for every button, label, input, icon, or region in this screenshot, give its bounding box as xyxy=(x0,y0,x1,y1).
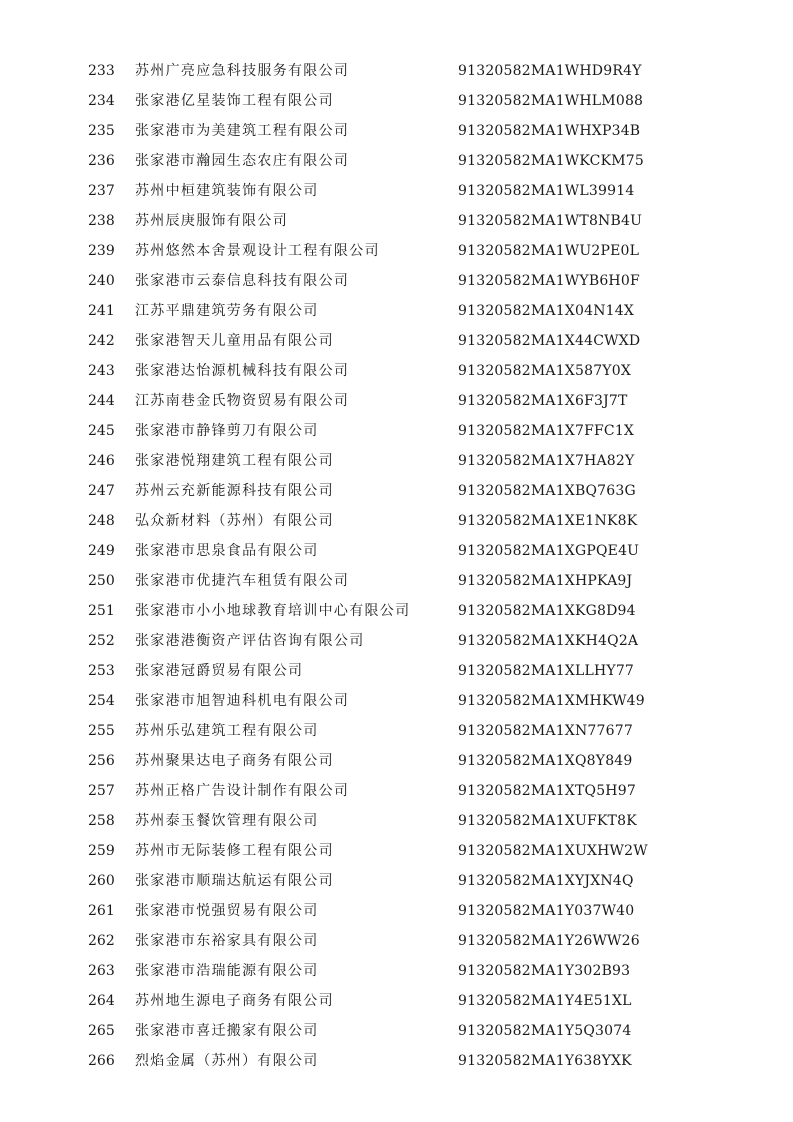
company-name: 张家港市旭智迪科机电有限公司 xyxy=(135,693,350,709)
row-number: 245 xyxy=(88,423,115,439)
company-name: 苏州地生源电子商务有限公司 xyxy=(135,993,334,1009)
list-item xyxy=(0,626,793,656)
list-item xyxy=(0,896,793,926)
row-number: 266 xyxy=(88,1053,115,1069)
credit-code: 91320582MA1XBQ763G xyxy=(458,483,636,499)
row-number: 254 xyxy=(88,693,115,709)
credit-code: 91320582MA1XTQ5H97 xyxy=(458,783,636,799)
list-item xyxy=(0,176,793,206)
list-item xyxy=(0,476,793,506)
row-number: 253 xyxy=(88,663,115,679)
company-name: 张家港市思泉食品有限公司 xyxy=(135,543,319,559)
list-item xyxy=(0,566,793,596)
company-name: 弘众新材料（苏州）有限公司 xyxy=(135,513,334,529)
company-name: 苏州泰玉餐饮管理有限公司 xyxy=(135,813,319,829)
credit-code: 91320582MA1X587Y0X xyxy=(458,363,632,379)
company-name: 张家港市小小地球教育培训中心有限公司 xyxy=(135,603,411,619)
credit-code: 91320582MA1XKG8D94 xyxy=(458,603,636,619)
row-number: 265 xyxy=(88,1023,115,1039)
list-item xyxy=(0,116,793,146)
row-number: 248 xyxy=(88,513,115,529)
row-number: 241 xyxy=(88,303,115,319)
list-item xyxy=(0,326,793,356)
credit-code: 91320582MA1XQ8Y849 xyxy=(458,753,633,769)
company-name: 江苏南巷金氏物资贸易有限公司 xyxy=(135,393,350,409)
row-number: 240 xyxy=(88,273,115,289)
company-name: 苏州辰庚服饰有限公司 xyxy=(135,213,288,229)
list-item xyxy=(0,146,793,176)
list-item xyxy=(0,266,793,296)
row-number: 235 xyxy=(88,123,115,139)
list-item xyxy=(0,866,793,896)
credit-code: 91320582MA1Y638YXK xyxy=(458,1053,632,1069)
list-item xyxy=(0,506,793,536)
row-number: 244 xyxy=(88,393,115,409)
list-item xyxy=(0,86,793,116)
credit-code: 91320582MA1WHXP34B xyxy=(458,123,641,139)
credit-code: 91320582MA1Y037W40 xyxy=(458,903,635,919)
credit-code: 91320582MA1Y4E51XL xyxy=(458,993,632,1009)
row-number: 255 xyxy=(88,723,115,739)
row-number: 260 xyxy=(88,873,115,889)
list-item xyxy=(0,536,793,566)
company-list xyxy=(0,56,793,1076)
company-name: 苏州中桓建筑装饰有限公司 xyxy=(135,183,319,199)
company-name: 烈焰金属（苏州）有限公司 xyxy=(135,1053,319,1069)
row-number: 239 xyxy=(88,243,115,259)
list-item xyxy=(0,746,793,776)
company-name: 张家港市顺瑞达航运有限公司 xyxy=(135,873,334,889)
row-number: 249 xyxy=(88,543,115,559)
company-name: 张家港亿星装饰工程有限公司 xyxy=(135,93,334,109)
list-item xyxy=(0,986,793,1016)
list-item xyxy=(0,656,793,686)
company-name: 张家港达怡源机械科技有限公司 xyxy=(135,363,350,379)
list-item xyxy=(0,776,793,806)
row-number: 257 xyxy=(88,783,115,799)
list-item xyxy=(0,1046,793,1076)
row-number: 246 xyxy=(88,453,115,469)
company-name: 张家港市东裕家具有限公司 xyxy=(135,933,319,949)
row-number: 264 xyxy=(88,993,115,1009)
company-name: 张家港市云泰信息科技有限公司 xyxy=(135,273,350,289)
credit-code: 91320582MA1WKCKM75 xyxy=(458,153,645,169)
row-number: 242 xyxy=(88,333,115,349)
row-number: 238 xyxy=(88,213,115,229)
list-item xyxy=(0,206,793,236)
list-item xyxy=(0,56,793,86)
credit-code: 91320582MA1WU2PE0L xyxy=(458,243,640,259)
credit-code: 91320582MA1WL39914 xyxy=(458,183,635,199)
credit-code: 91320582MA1Y302B93 xyxy=(458,963,631,979)
credit-code: 91320582MA1WHLM088 xyxy=(458,93,644,109)
company-name: 苏州聚果达电子商务有限公司 xyxy=(135,753,334,769)
credit-code: 91320582MA1WYB6H0F xyxy=(458,273,640,289)
company-name: 张家港市浩瑞能源有限公司 xyxy=(135,963,319,979)
row-number: 237 xyxy=(88,183,115,199)
company-name: 张家港智天儿童用品有限公司 xyxy=(135,333,334,349)
row-number: 247 xyxy=(88,483,115,499)
credit-code: 91320582MA1Y5Q3074 xyxy=(458,1023,632,1039)
company-name: 张家港悦翔建筑工程有限公司 xyxy=(135,453,334,469)
list-item xyxy=(0,446,793,476)
credit-code: 91320582MA1XLLHY77 xyxy=(458,663,635,679)
company-name: 江苏平鼎建筑劳务有限公司 xyxy=(135,303,319,319)
row-number: 236 xyxy=(88,153,115,169)
list-item xyxy=(0,956,793,986)
credit-code: 91320582MA1XE1NK8K xyxy=(458,513,638,529)
list-item xyxy=(0,836,793,866)
row-number: 262 xyxy=(88,933,115,949)
credit-code: 91320582MA1XUFKT8K xyxy=(458,813,637,829)
credit-code: 91320582MA1X04N14X xyxy=(458,303,635,319)
list-item xyxy=(0,416,793,446)
company-name: 张家港市喜迁搬家有限公司 xyxy=(135,1023,319,1039)
row-number: 258 xyxy=(88,813,115,829)
credit-code: 91320582MA1WT8NB4U xyxy=(458,213,643,229)
company-name: 张家港港衡资产评估咨询有限公司 xyxy=(135,633,365,649)
company-name: 苏州市无际装修工程有限公司 xyxy=(135,843,334,859)
company-name: 张家港市静锋剪刀有限公司 xyxy=(135,423,319,439)
row-number: 263 xyxy=(88,963,115,979)
list-item xyxy=(0,596,793,626)
list-item xyxy=(0,296,793,326)
credit-code: 91320582MA1XKH4Q2A xyxy=(458,633,639,649)
list-item xyxy=(0,926,793,956)
credit-code: 91320582MA1XHPKA9J xyxy=(458,573,633,589)
credit-code: 91320582MA1XUXHW2W xyxy=(458,843,648,859)
credit-code: 91320582MA1X7FFC1X xyxy=(458,423,635,439)
list-item xyxy=(0,1016,793,1046)
list-item xyxy=(0,806,793,836)
credit-code: 91320582MA1X6F3J7T xyxy=(458,393,628,409)
credit-code: 91320582MA1WHD9R4Y xyxy=(458,63,642,79)
credit-code: 91320582MA1X7HA82Y xyxy=(458,453,635,469)
row-number: 234 xyxy=(88,93,115,109)
company-name: 张家港市悦强贸易有限公司 xyxy=(135,903,319,919)
credit-code: 91320582MA1XYJXN4Q xyxy=(458,873,634,889)
list-item xyxy=(0,236,793,266)
credit-code: 91320582MA1X44CWXD xyxy=(458,333,641,349)
list-item xyxy=(0,356,793,386)
company-name: 苏州云充新能源科技有限公司 xyxy=(135,483,334,499)
row-number: 252 xyxy=(88,633,115,649)
company-name: 苏州悠然本舍景观设计工程有限公司 xyxy=(135,243,380,259)
row-number: 251 xyxy=(88,603,115,619)
row-number: 259 xyxy=(88,843,115,859)
company-name: 张家港市瀚园生态农庄有限公司 xyxy=(135,153,350,169)
list-item xyxy=(0,386,793,416)
credit-code: 91320582MA1Y26WW26 xyxy=(458,933,640,949)
company-name: 张家港市优捷汽车租赁有限公司 xyxy=(135,573,350,589)
company-name: 苏州广亮应急科技服务有限公司 xyxy=(135,63,350,79)
company-name: 张家港冠爵贸易有限公司 xyxy=(135,663,304,679)
credit-code: 91320582MA1XMHKW49 xyxy=(458,693,645,709)
row-number: 256 xyxy=(88,753,115,769)
company-name: 苏州正格广告设计制作有限公司 xyxy=(135,783,350,799)
list-item xyxy=(0,716,793,746)
credit-code: 91320582MA1XGPQE4U xyxy=(458,543,640,559)
row-number: 261 xyxy=(88,903,115,919)
company-name: 张家港市为美建筑工程有限公司 xyxy=(135,123,350,139)
row-number: 243 xyxy=(88,363,115,379)
row-number: 250 xyxy=(88,573,115,589)
company-name: 苏州乐弘建筑工程有限公司 xyxy=(135,723,319,739)
credit-code: 91320582MA1XN77677 xyxy=(458,723,633,739)
list-item xyxy=(0,686,793,716)
row-number: 233 xyxy=(88,63,115,79)
